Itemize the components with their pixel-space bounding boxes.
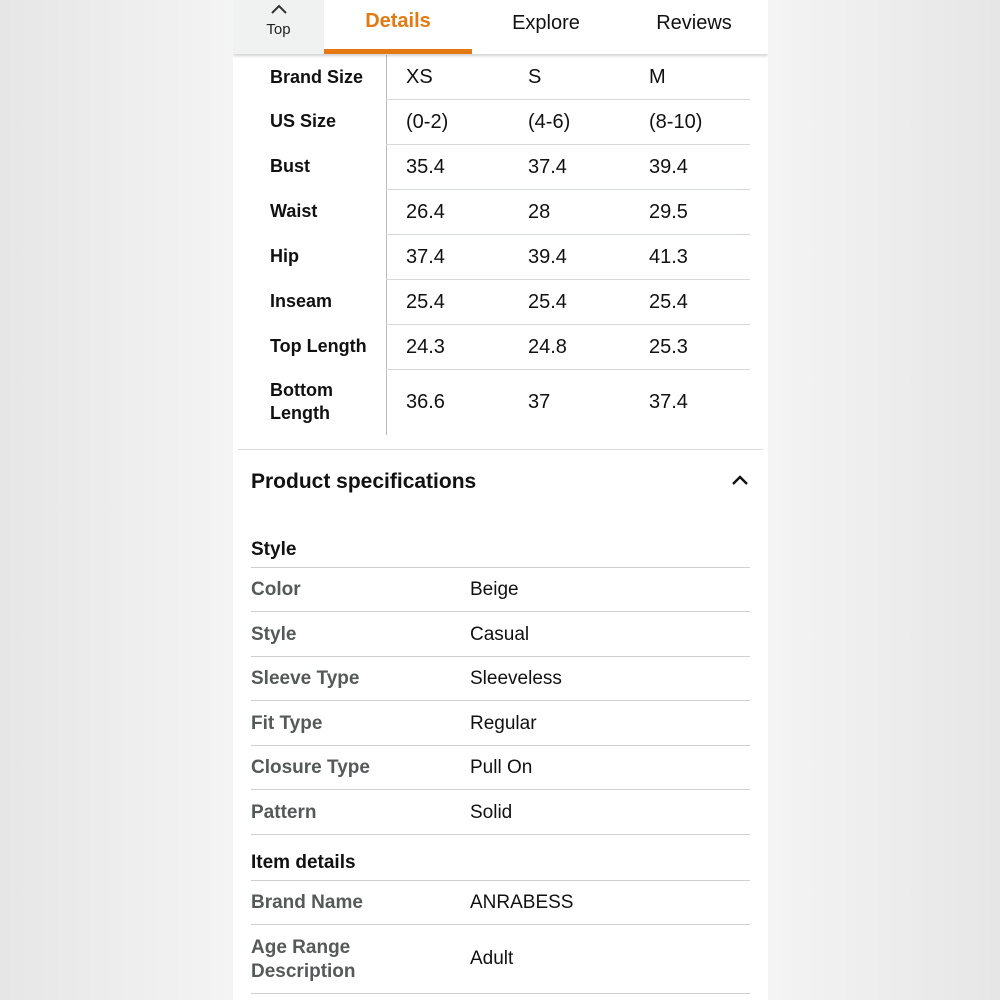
spec-value-age-range: Adult [470, 948, 514, 969]
size-row-label: Hip [270, 246, 299, 266]
size-cell: 25.4 [406, 291, 445, 313]
size-cell: 39.4 [528, 246, 567, 268]
spec-value-pattern: Solid [470, 802, 513, 823]
group-title-item-details: Item details [251, 852, 356, 873]
row-divider [251, 656, 750, 657]
size-row-bottom-length [233, 370, 768, 435]
background-left [0, 0, 235, 1000]
size-cell: 25.3 [649, 336, 688, 358]
tab-details[interactable] [324, 0, 472, 54]
size-cell: 24.3 [406, 336, 445, 358]
size-row-top-length [233, 325, 768, 370]
size-cell: 36.6 [406, 391, 445, 413]
tab-reviews[interactable] [620, 0, 768, 54]
size-cell: 37.4 [406, 246, 445, 268]
row-divider [251, 993, 750, 994]
tab-explore-label: Explore [512, 12, 580, 34]
active-tab-underline [324, 49, 472, 54]
spec-value-closure-type: Pull On [470, 757, 533, 778]
size-cell: 37.4 [528, 156, 567, 178]
section-divider [238, 449, 763, 450]
row-divider [251, 924, 750, 925]
size-cell: (4-6) [528, 111, 571, 133]
spec-label-fit-type: Fit Type [251, 713, 323, 734]
row-divider [251, 567, 750, 568]
size-cell: 41.3 [649, 246, 688, 268]
size-cell: 28 [528, 201, 551, 223]
group-title-style: Style [251, 539, 297, 560]
size-cell: 25.4 [528, 291, 567, 313]
size-row-label: Bottom Length [270, 380, 333, 423]
tab-details-label: Details [365, 10, 431, 32]
back-to-top-button[interactable] [233, 0, 324, 54]
size-cell: XS [406, 66, 433, 88]
row-divider [251, 745, 750, 746]
size-row-label: Top Length [270, 336, 367, 356]
spec-label-pattern: Pattern [251, 802, 317, 823]
size-cell: (0-2) [406, 111, 449, 133]
row-divider [251, 880, 750, 881]
size-row-waist [233, 190, 768, 235]
row-divider [251, 789, 750, 790]
spec-label-style: Style [251, 624, 297, 645]
spec-label-age-range: Age Range Description [251, 937, 356, 982]
size-row-bust [233, 145, 768, 190]
spec-value-sleeve-type: Sleeveless [470, 668, 562, 689]
spec-value-brand-name: ANRABESS [470, 892, 574, 913]
row-divider [251, 611, 750, 612]
spec-label-color: Color [251, 579, 301, 600]
row-divider [251, 700, 750, 701]
spec-value-style: Casual [470, 624, 530, 645]
spec-label-brand-name: Brand Name [251, 892, 363, 913]
size-cell: 29.5 [649, 201, 688, 223]
spec-value-color: Beige [470, 579, 519, 600]
background-right [768, 0, 1000, 1000]
size-row-brand-size [233, 55, 768, 100]
size-row-label: Brand Size [270, 67, 364, 87]
size-cell: (8-10) [649, 111, 703, 133]
product-details-page [233, 0, 768, 1000]
size-row-label: Inseam [270, 291, 333, 311]
spec-label-closure-type: Closure Type [251, 757, 370, 778]
section-nav-bar [233, 0, 768, 54]
collapse-chevron-up-icon[interactable] [731, 474, 749, 486]
size-cell: 25.4 [649, 291, 688, 313]
product-specifications-title[interactable]: Product specifications [251, 470, 477, 493]
size-row-label: Bust [270, 156, 310, 176]
row-divider [251, 834, 750, 835]
size-row-us-size [233, 100, 768, 145]
spec-value-fit-type: Regular [470, 713, 537, 734]
size-cell: S [528, 66, 542, 88]
top-label: Top [266, 21, 291, 38]
size-cell: 39.4 [649, 156, 688, 178]
tab-reviews-label: Reviews [656, 12, 732, 34]
tab-explore[interactable] [472, 0, 620, 54]
spec-label-sleeve-type: Sleeve Type [251, 668, 360, 689]
size-cell: 35.4 [406, 156, 445, 178]
size-cell: 37.4 [649, 391, 688, 413]
size-cell: 26.4 [406, 201, 445, 223]
chevron-up-icon [271, 4, 287, 14]
size-row-inseam [233, 280, 768, 325]
size-row-label: Waist [270, 201, 318, 221]
size-row-hip [233, 235, 768, 280]
size-cell: 37 [528, 391, 551, 413]
size-cell: 24.8 [528, 336, 567, 358]
size-row-label: US Size [270, 111, 337, 131]
size-cell: M [649, 66, 666, 88]
